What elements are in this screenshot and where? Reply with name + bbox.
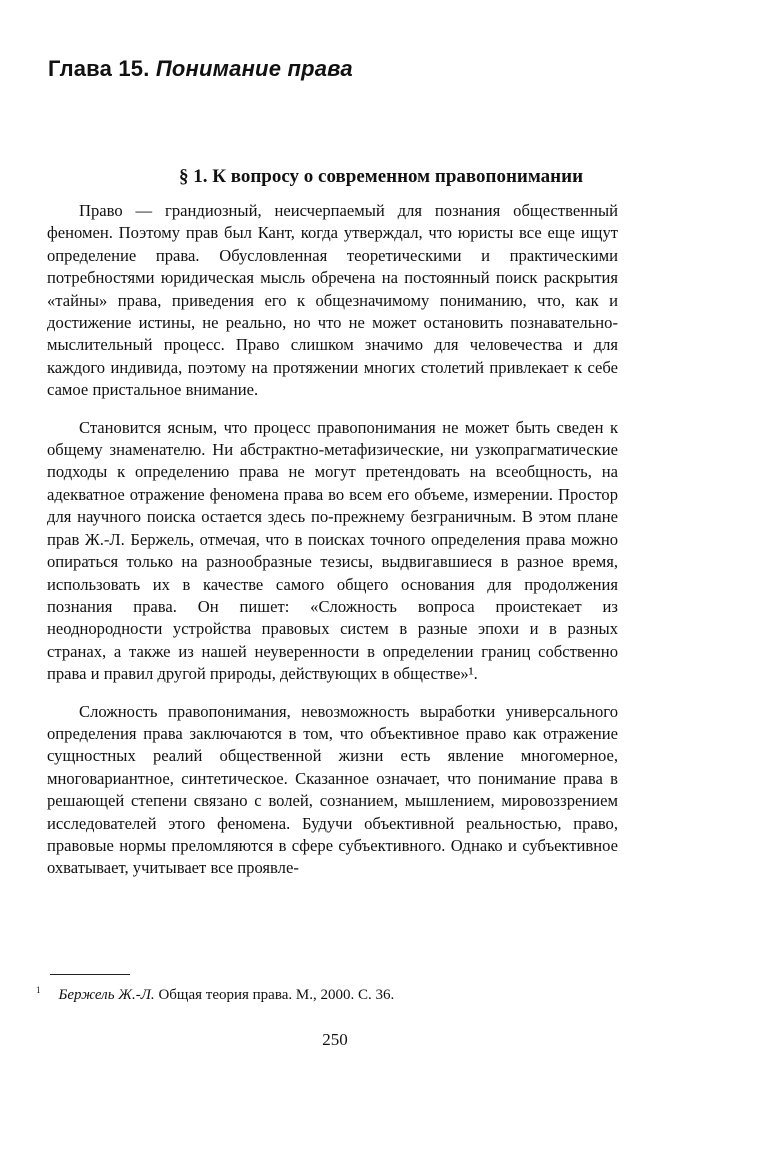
footnote-divider <box>50 974 130 975</box>
paragraph-3: Сложность правопонимания, невозможность выработки универсального определения права заключаются в том, что объективное право как отражение сущностных реалий общественной жизни есть явление многомерное, многовариантное, синтетическое. Сказанное означает, что понимание права в решающей степени связано с волей, сознанием, мышлением, мировоззрением исследователей этого феномена. Будучи объективной реальностью, право, правовые нормы преломляются в сфере субъективного. Однако и субъективное охватывает, учитывает все проявле- <box>47 701 618 878</box>
chapter-title <box>48 56 353 82</box>
footnote-author: Бержель Ж.-Л. <box>58 987 155 1003</box>
body-text <box>47 200 618 895</box>
page-number: 250 <box>322 1030 348 1049</box>
paragraph-1: Право — грандиозный, неисчерпаемый для познания общественный феномен. Поэтому прав был Кант, когда утверждал, что юристы все еще ищут определение права. Обусловленная теоретическими и практическими потребностями юридическая мысль обречена на постоянный поиск раскрытия «тайны» права, приведения его к общезначимому пониманию, что, как и достижение истины, не реально, но что не может остановить познавательно-мыслительный процесс. Право слишком значимо для человечества и для каждого индивида, поэтому на протяжении многих столетий привлекает к себе самое пристальное внимание. <box>47 201 618 400</box>
chapter-label: Глава 15. <box>48 56 150 81</box>
chapter-name: Понимание права <box>155 56 353 81</box>
footnote-text: Общая теория права. М., 2000. С. 36. <box>158 987 395 1003</box>
section-heading: § 1. К вопросу о современном правопонимании <box>178 166 584 187</box>
footnote-marker: 1 <box>36 985 41 995</box>
paragraph-2: Становится ясным, что процесс правопонимания не может быть сведен к общему знаменателю. Ни абстрактно-метафизические, ни узкопрагматические подходы к определению права не могут претендовать на всеобщность, на адекватное отражение феномена права во всем его объеме, измерении. Простор для научного поиска остается здесь по-прежнему безграничным. В этом плане прав Ж.-Л. Бержель, отмечая, что в поисках точного определения права можно опираться только на разнообразные тезисы, выдвигавшиеся в разное время, использовать их в качестве самого общего основания для продолжения познания права. Он пишет: «Сложность вопроса проистекает из неоднородности устройства правовых систем в разные эпохи и в разных странах, а также из нашей неуверенности в определении границ собственно права и правил другой природы, действующих в обществе»¹. <box>47 417 618 684</box>
footnote <box>36 980 636 1005</box>
